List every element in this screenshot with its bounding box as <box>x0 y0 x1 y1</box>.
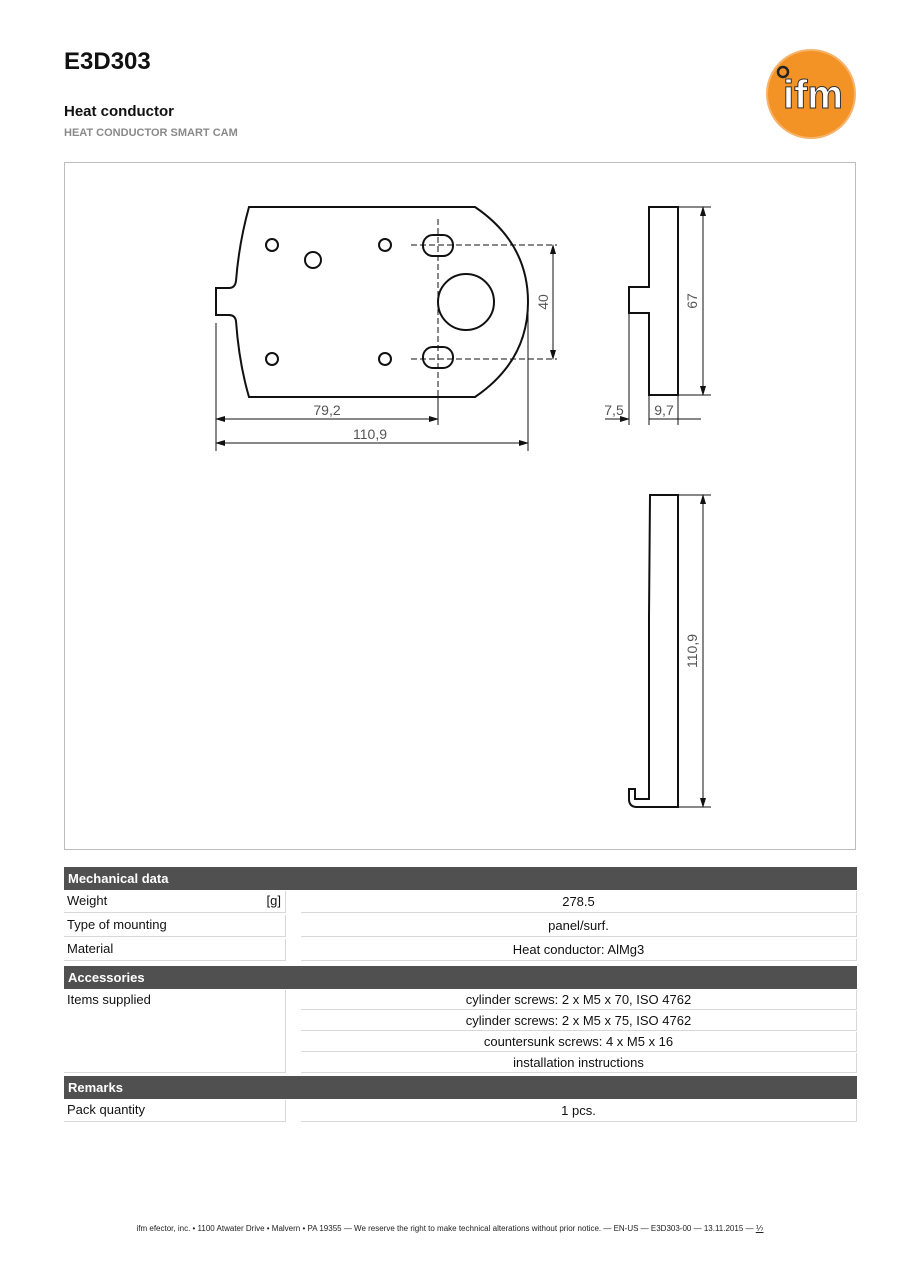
product-subtitle: HEAT CONDUCTOR SMART CAM <box>64 127 238 139</box>
pack-quantity-value: 1 pcs. <box>301 1100 857 1122</box>
side-view <box>629 207 678 395</box>
accessories-header: Accessories <box>64 966 857 989</box>
product-name: Heat conductor <box>64 103 175 120</box>
dim-79-2-label: 79,2 <box>313 402 341 418</box>
items-supplied-label: Items supplied <box>64 990 286 1073</box>
accessory-item: installation instructions <box>301 1053 857 1073</box>
footer <box>0 1224 900 1233</box>
dim-9-7-label: 9,7 <box>654 402 674 418</box>
front-view-dimensions <box>216 245 553 451</box>
dim-110-9-side-label: 110,9 <box>684 634 700 668</box>
pack-quantity-label: Pack quantity <box>64 1100 286 1122</box>
side-view-dimensions <box>605 207 711 425</box>
footer-mark: ⅐ <box>755 1224 764 1233</box>
dim-67-label: 67 <box>684 293 700 309</box>
accessory-item: countersunk screws: 4 x M5 x 16 <box>301 1032 857 1052</box>
accessory-item: cylinder screws: 2 x M5 x 75, ISO 4762 <box>301 1011 857 1031</box>
weight-unit: [g] <box>266 893 281 908</box>
ifm-logo <box>765 48 857 140</box>
dim-40-label: 40 <box>535 294 551 310</box>
material-label: Material <box>64 939 286 961</box>
technical-drawing <box>64 162 856 850</box>
dim-110-9-bottom-label: 110,9 <box>353 426 387 442</box>
remarks-header: Remarks <box>64 1076 857 1099</box>
product-code: E3D303 <box>64 48 151 75</box>
front-view <box>216 207 528 397</box>
dim-7-5-label: 7,5 <box>604 402 624 418</box>
accessory-item: cylinder screws: 2 x M5 x 70, ISO 4762 <box>301 990 857 1010</box>
mechanical-data-header: Mechanical data <box>64 867 857 890</box>
mounting-label: Type of mounting <box>64 915 286 937</box>
logo-text: ifm <box>783 73 843 117</box>
weight-value: 278.5 <box>301 891 857 913</box>
material-value: Heat conductor: AlMg3 <box>301 939 857 961</box>
weight-label-cell <box>64 891 286 913</box>
weight-label: Weight <box>67 893 108 908</box>
footer-text: ifm efector, inc. • 1100 Atwater Drive • Malvern • PA 19355 — We reserve the right to make technical alterations without prior notice. — EN-US — E3D303-00 — 13.11.2015 — <box>136 1224 754 1233</box>
top-view <box>629 495 678 807</box>
mounting-value: panel/surf. <box>301 915 857 937</box>
